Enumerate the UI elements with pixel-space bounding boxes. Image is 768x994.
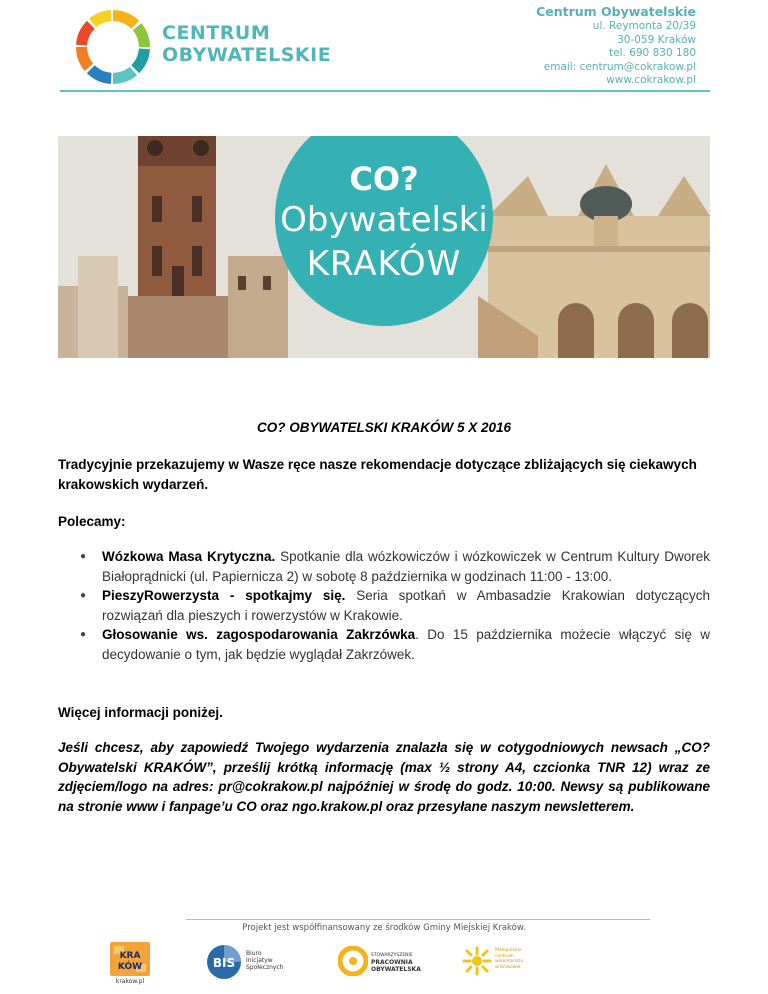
more-info: Więcej informacji poniżej.: [58, 705, 223, 720]
recommendation-title[interactable]: Głosowanie ws. zagospodarowania Zakrzówka: [102, 627, 416, 642]
sponsor-bis-logo: [206, 942, 296, 986]
sponsor-pracownia-logo: [338, 942, 422, 986]
header-divider: [60, 90, 710, 92]
bis-caption-line: Społecznych: [246, 964, 284, 971]
recommendation-text: . Do 15 października możecie włączyć się w decydowanie o tym, jak będzie wyglądał Zakrzówek.: [102, 627, 711, 662]
volunteer-caption: [495, 948, 523, 970]
recommendation-title[interactable]: Wózkowa Masa Krytyczna.: [102, 549, 276, 564]
badge-line-1: CO?: [349, 160, 419, 198]
recommendation-title[interactable]: PieszyRowerzysta - spotkajmy się.: [102, 588, 346, 603]
submission-info: Jeśli chcesz, aby zapowiedź Twojego wydarzenia znalazła się w cotygodniowych newsach „CO? Obywatelski KRAKÓW”, prześlij krótką informację (max ½ strony A4, czcionka TNR 12) wraz ze zdjęciem/logo na adres: pr@cokrakow.pl najpóźniej w środę do godz. 10:00. Newsy są publikowane na stronie www i fanpage’u CO oraz ngo.krakow.pl oraz przesyłane naszym newsletterem.: [58, 740, 710, 814]
pracownia-logo-icon: [338, 946, 368, 976]
sponsor-krakow-logo: [104, 942, 156, 986]
krakow-logo-line2: KÓW: [117, 962, 143, 972]
bis-caption-line: Inicjatyw: [246, 957, 273, 964]
bis-mark-text: BIS: [212, 956, 236, 970]
logo-line-1: CENTRUM: [162, 22, 271, 44]
recommendation-item: [58, 586, 710, 625]
pracownia-caption-line: OBYWATELSKA: [371, 966, 421, 973]
pracownia-caption: [371, 952, 421, 973]
volunteer-caption-line: Małopolskie: [495, 948, 522, 953]
contact-org: Centrum Obywatelskie: [536, 4, 696, 19]
badge-line-3: KRAKÓW: [306, 244, 462, 284]
recommendation-list: [58, 547, 710, 664]
volunteer-caption-line: wolontariatu: [495, 959, 524, 964]
pracownia-caption-line: STOWARZYSZENIE: [371, 953, 413, 958]
sun-logo-icon: [462, 946, 492, 976]
sponsor-volunteer-centre-logo: [462, 942, 532, 986]
intro-paragraph: Tradycyjnie przekazujemy w Wasze ręce nasze rekomendacje dotyczące zbliżających się ciekawych krakowskich wydarzeń.: [58, 457, 697, 492]
contact-www[interactable]: www.cokrakow.pl: [606, 74, 696, 86]
logo-line-2: OBYWATELSKIE: [162, 44, 332, 66]
volunteer-caption-line: w Krakowie: [495, 964, 521, 970]
contact-phone: tel. 690 830 180: [609, 47, 696, 59]
contact-block: [536, 4, 696, 88]
krakow-url: krakow.pl: [115, 978, 145, 985]
centrum-obywatelskie-logo-icon: [76, 10, 150, 84]
recommend-label: Polecamy:: [58, 514, 126, 529]
bis-logo-icon: [206, 944, 242, 980]
krakow-logo-icon: [110, 942, 150, 976]
recommendation-text: Seria spotkań w Ambasadzie Krakowian dotyczących rozwiązań dla pieszych i rowerzystów w Krakowie.: [102, 588, 710, 623]
recommendation-item: [58, 625, 710, 664]
banner-image: [58, 136, 710, 358]
bis-caption-line: Biuro: [246, 950, 262, 957]
contact-email[interactable]: email: centrum@cokrakow.pl: [543, 60, 696, 73]
document-title: CO? OBYWATELSKI KRAKÓW 5 X 2016: [256, 420, 512, 435]
pracownia-caption-line: PRACOWNIA: [371, 959, 413, 966]
footer-divider: [186, 919, 650, 920]
volunteer-caption-line: centrum: [495, 953, 514, 959]
contact-street: ul. Reymonta 20/39: [592, 20, 696, 32]
recommendation-item: [58, 547, 710, 586]
recommendation-text: Spotkanie dla wózkowiczów i wózkowiczek w Centrum Kultury Dworek Białoprądnicki (ul. Papiernicza 2) w sobotę 8 października w godzinach 11:00 - 13:00.: [102, 549, 710, 584]
contact-city: 30-059 Kraków: [617, 33, 696, 46]
krakow-logo-line1: KRA: [119, 951, 141, 961]
funding-note: Projekt jest współfinansowany ze środków Gminy Miejskiej Kraków.: [242, 923, 526, 933]
badge-line-2: Obywatelski: [280, 200, 488, 240]
bis-caption: [246, 950, 284, 971]
